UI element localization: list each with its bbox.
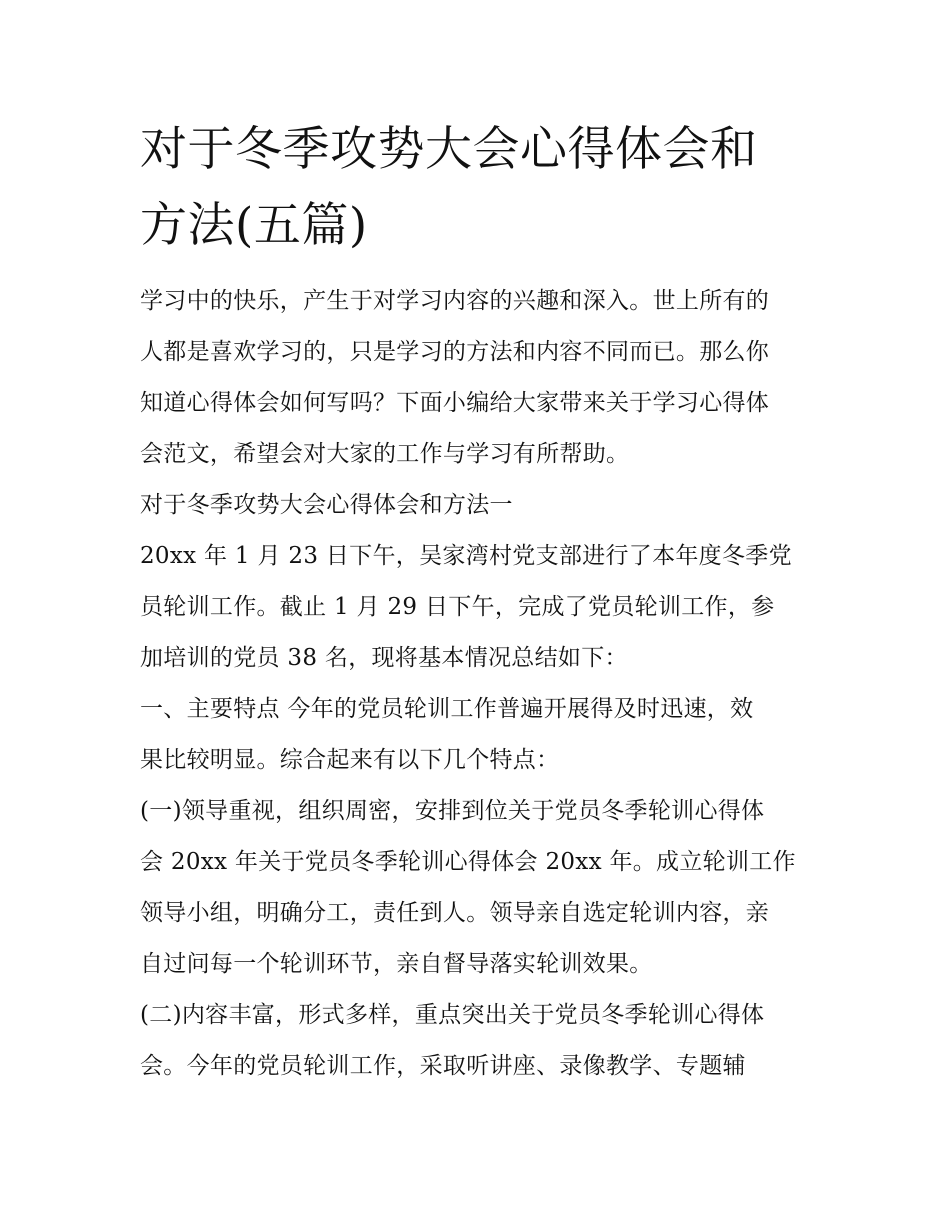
section-heading: 对于冬季攻势大会心得体会和方法一 [140,492,513,518]
document-body [140,276,830,1092]
body-line: 领导小组，明确分工，责任到人。领导亲自选定轮训内容，亲 [140,900,770,926]
document-title [140,112,830,264]
body-line: 员轮训工作。截止 1 月 29 日下午，完成了党员轮训工作，参 [140,594,775,620]
body-line: 会范文，希望会对大家的工作与学习有所帮助。 [140,441,630,467]
body-line: 会。今年的党员轮训工作，采取听讲座、录像教学、专题辅 [140,1053,746,1079]
body-line: 加培训的党员 38 名，现将基本情况总结如下： [140,645,628,671]
body-line: 20xx 年 1 月 23 日下午，吴家湾村党支部进行了本年度冬季党 [140,543,792,569]
body-line: (一)领导重视，组织周密，安排到位关于党员冬季轮训心得体 [140,798,765,824]
body-line: 自过问每一个轮训环节，亲自督导落实轮训效果。 [140,951,653,977]
body-line: 会 20xx 年关于党员冬季轮训心得体会 20xx 年。成立轮训工作 [140,849,796,875]
body-line: 人都是喜欢学习的，只是学习的方法和内容不同而已。那么你 [140,339,770,365]
body-line: 果比较明显。综合起来有以下几个特点： [140,747,560,773]
body-line: 学习中的快乐，产生于对学习内容的兴趣和深入。世上所有的 [140,288,770,314]
title-line: 对于冬季攻势大会心得体会和 [140,122,758,177]
body-line: (二)内容丰富，形式多样，重点突出关于党员冬季轮训心得体 [140,1002,765,1028]
title-line: 方法(五篇) [140,198,368,253]
body-line: 知道心得体会如何写吗？下面小编给大家带来关于学习心得体 [140,390,770,416]
body-line: 一、主要特点 今年的党员轮训工作普遍开展得及时迅速，效 [140,696,754,722]
